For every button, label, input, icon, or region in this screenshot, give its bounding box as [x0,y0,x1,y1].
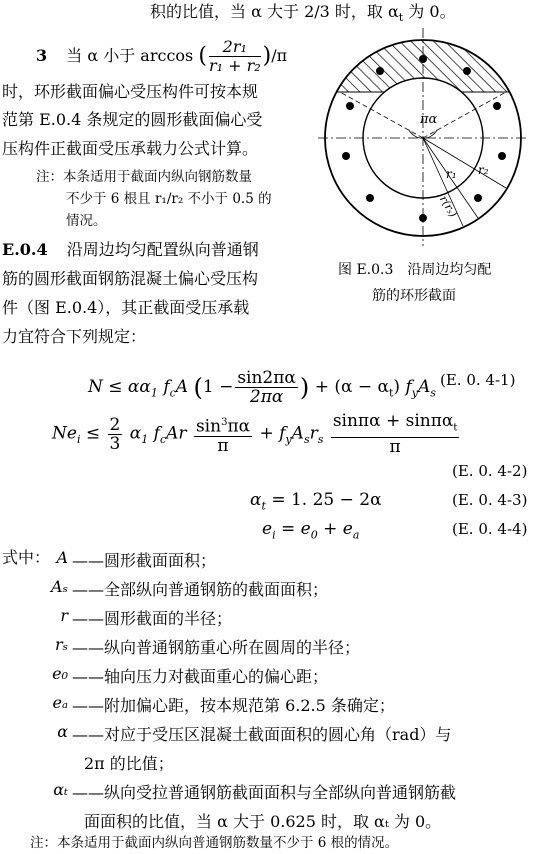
def-term-e0: e₀ [52,664,68,683]
def-desc-alpha-t: ——纵向受拉普通钢筋截面面积与全部纵向普通钢筋截 [72,783,457,802]
def-desc-rs: ——纵向普通钢筋重心所在圆周的半径； [72,638,361,657]
def-term-A: A [56,548,68,567]
equation-e04-1: $N \le \alpha\alpha_1$ $f_cA$ (1 − $\frac{\sin 2\pi\alpha}{2\pi\alpha}$ ) + $(\alpha - \alpha_t)$ $f_yA_s$ [88,368,436,407]
item3-number: 3 [36,46,48,65]
label-pi-alpha: πα [420,112,438,127]
def-term-rs: rₛ [54,635,68,654]
note1-line1: 注：本条适用于截面内纵向钢筋数量 [36,169,252,185]
def-desc-alpha-cont: 2π 的比值； [84,754,174,773]
label-r1: r₁ [446,167,457,181]
label-rs: r(rₛ) [436,193,460,220]
def-desc-r: ——圆形截面的半径； [72,609,233,628]
figure-caption-line1: 图 E.0.3 沿周边均匀配 [338,262,492,278]
def-desc-e0: ——轴向压力对截面重心的偏心距； [72,667,329,686]
def-desc-ea: ——附加偏心距，按本规范第 6.2.5 条确定； [72,696,395,715]
e04-line2: 筋的圆形截面钢筋混凝土偏心受压构 [2,269,259,288]
e04-line3: 件（图 E.0.4），其正截面受压承载 [2,298,250,317]
def-term-As: Aₛ [51,577,68,596]
equation-number-4: (E. 0. 4-4) [452,520,528,538]
equation-e04-4: $e_i = e_0 + e_a$ [262,519,360,542]
equation-number-2: (E. 0. 4-2) [452,462,528,480]
def-desc-As: ——全部纵向普通钢筋的截面面积； [72,580,329,599]
def-term-r: r [60,606,68,625]
def-term-ea: eₐ [52,693,68,712]
e04-line1: E.0.4 沿周边均匀配置纵向普通钢 [2,240,259,259]
note2: 注：本条适用于截面内纵向普通钢筋数量不少于 6 根的情况。 [30,835,399,851]
item3-line2: 时，环形截面偏心受压构件可按本规 [2,82,259,101]
definitions-intro: 式中： [2,548,51,567]
e04-number: E.0.4 [2,240,48,259]
figure-caption-line2: 筋的环形截面 [372,288,456,304]
annular-section-figure [318,28,528,250]
def-term-alpha-t: αₜ [53,780,68,799]
note1-line2: 不少于 6 根且 r₁/r₂ 不小于 0.5 的 [66,191,272,207]
def-desc-A: ——圆形截面面积； [72,551,217,570]
item3-line3: 范第 E.0.4 条规定的圆形截面偏心受 [2,110,263,129]
equation-number-3: (E. 0. 4-3) [452,491,528,509]
top-line: 积的比值，当 α 大于 2/3 时，取 $\alpha_t$ 为 0。 [150,2,456,25]
def-term-alpha: α [57,722,68,741]
label-r2: r₂ [478,163,489,177]
equation-number-1: (E. 0. 4-1) [440,371,516,389]
def-desc-alpha-t-cont: 面面积的比值，当 α 大于 0.625 时，取 αₜ 为 0。 [84,812,442,831]
item3-line4: 压构件正截面受压承载力公式计算。 [2,139,259,158]
note1-line3: 情况。 [66,213,107,229]
equation-e04-3: $\alpha_t = 1$. 25 − 2α [250,490,382,513]
item3-line1: 3 当 α 小于 arccos ( $\frac{\text{2r₁}}{\text{r₁ + r₂}}$ )/π [36,37,288,75]
def-desc-alpha: ——对应于受压区混凝土截面面积的圆心角（rad）与 [72,725,452,744]
arccos-fraction: $\frac{\text{2r₁}}{\text{r₁ + r₂}}$ [208,37,261,75]
equation-e04-2: $Ne_i$ ≤ $\frac{2}{3}$ $\alpha_1$ $f_cAr$ $\frac{\sin^3\pi\alpha}{\pi}$ + $f_yA_sr_s$ $\frac{\sin\pi\alpha + \sin\pi\alpha_t}{\pi}$ [52,411,458,458]
e04-line4: 力宜符合下列规定： [2,327,147,346]
